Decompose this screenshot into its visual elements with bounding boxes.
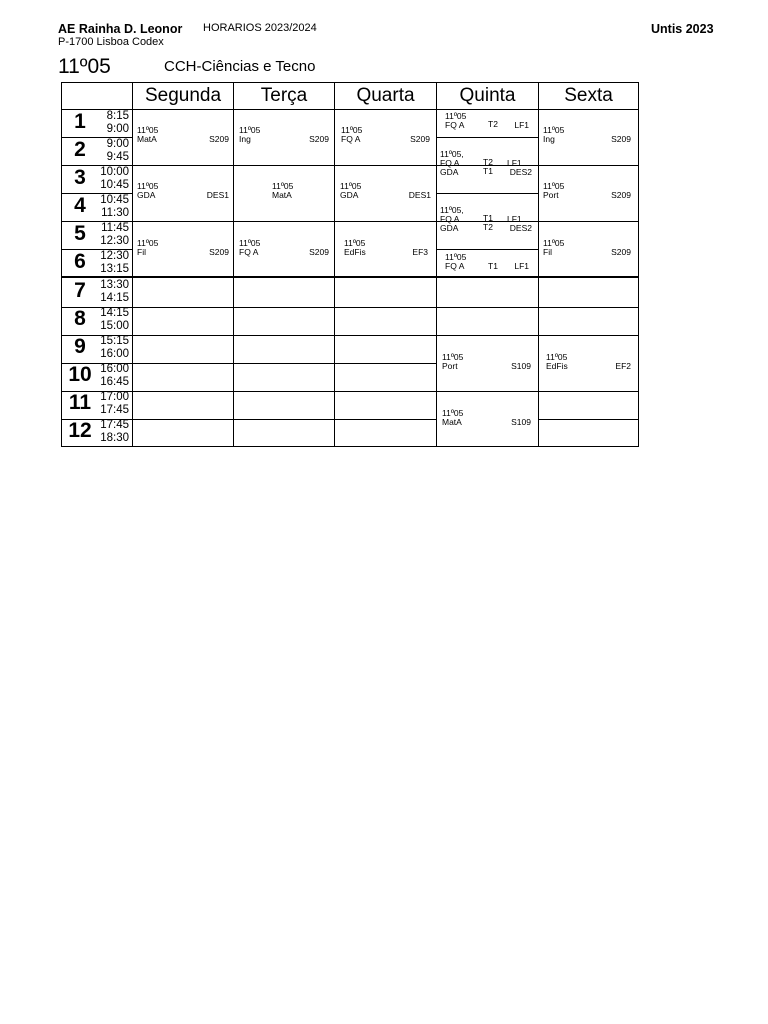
period-start: 9:00 [106, 138, 129, 150]
lesson-class: 11º05 [272, 181, 294, 191]
period-end: 11:30 [101, 207, 129, 219]
lesson-room: S209 [209, 247, 229, 257]
period-start: 11:45 [101, 222, 129, 234]
lesson-room: DES2 [509, 167, 532, 177]
lesson-room: S209 [309, 134, 329, 144]
period-end: 16:45 [100, 376, 129, 388]
period-number: 4 [74, 194, 86, 217]
day-header-terca: Terça [260, 85, 308, 106]
lesson-subject: GDA [440, 167, 459, 177]
lesson-room: S209 [611, 190, 631, 200]
lesson-class: 11º05 [239, 125, 261, 135]
lesson-subject: EdFis [546, 361, 568, 371]
period-number: 8 [74, 307, 86, 330]
lesson-class: 11º05 [239, 238, 261, 248]
period-number: 1 [74, 110, 86, 133]
lesson-subject: FQ A [239, 247, 259, 257]
lesson-class: 11º05 [442, 408, 464, 418]
school-name: AE Rainha D. Leonor [58, 22, 183, 36]
lesson-room: S209 [309, 247, 329, 257]
period-number: 2 [74, 138, 86, 161]
period-end: 17:45 [100, 404, 129, 416]
period-number: 12 [68, 419, 92, 442]
lesson-room: S209 [209, 134, 229, 144]
period-end: 14:15 [100, 292, 129, 304]
software-label: Untis 2023 [651, 22, 714, 36]
period-start: 17:45 [100, 419, 129, 431]
lesson-subject: EdFis [344, 247, 366, 257]
lesson-group: T2 [488, 119, 498, 129]
lesson-class: 11º05 [137, 238, 159, 248]
lesson-group: T2 [483, 157, 493, 167]
lesson-room: DES1 [408, 190, 431, 200]
period-end: 9:00 [106, 123, 129, 135]
period-end: 9:45 [106, 151, 129, 163]
period-end: 10:45 [100, 179, 129, 191]
lesson-room: DES2 [509, 223, 532, 233]
lesson-subject: FQ A [440, 214, 460, 224]
lesson-class: 11º05, [440, 149, 464, 159]
period-number: 7 [74, 279, 86, 302]
period-number: 11 [68, 391, 92, 414]
school-year-label: HORARIOS 2023/2024 [203, 22, 317, 34]
lesson-class: 11º05 [445, 111, 467, 121]
period-number: 10 [68, 363, 92, 386]
lesson-subject: Ing [239, 134, 251, 144]
lesson-room: EF3 [412, 247, 428, 257]
lesson-class: 11º05 [340, 181, 362, 191]
lesson-class: 11º05 [137, 125, 159, 135]
lesson-room: S209 [611, 247, 631, 257]
lesson-class: 11º05 [445, 252, 467, 262]
lesson-class: 11º05 [543, 125, 565, 135]
lesson-subject: MatA [137, 134, 157, 144]
period-number: 6 [74, 250, 86, 273]
period-start: 17:00 [100, 391, 129, 403]
lesson-room: S109 [511, 361, 531, 371]
lesson-subject: Fil [137, 247, 146, 257]
period-start: 10:45 [100, 194, 129, 206]
lesson-subject: Port [543, 190, 559, 200]
period-number: 9 [74, 335, 86, 358]
lesson-room: S209 [410, 134, 430, 144]
lesson-group: T1 [483, 166, 493, 176]
lesson-group: T1 [488, 261, 498, 271]
lesson-room: DES1 [206, 190, 229, 200]
period-start: 8:15 [106, 110, 129, 122]
lesson-class: 11º05 [137, 181, 159, 191]
period-start: 12:30 [100, 250, 129, 262]
lesson-class: 11º05, [440, 205, 464, 215]
lesson-subject: FQ A [440, 158, 460, 168]
lesson-subject: GDA [340, 190, 359, 200]
lesson-subject: FQ A [445, 261, 465, 271]
lesson-group: T1 [483, 213, 493, 223]
period-number: 3 [74, 166, 86, 189]
lesson-class: 11º05 [543, 238, 565, 248]
lesson-room: LF1 [514, 120, 529, 130]
lesson-room: S109 [511, 417, 531, 427]
lesson-room: EF2 [615, 361, 631, 371]
lesson-subject: Port [442, 361, 458, 371]
lesson-room: LF1 [507, 158, 522, 168]
timetable-grid [61, 82, 639, 447]
lesson-room: LF1 [507, 214, 522, 224]
lesson-room: LF1 [514, 261, 529, 271]
period-start: 13:30 [100, 279, 129, 291]
course-name: CCH-Ciências e Tecno [164, 58, 316, 75]
lesson-subject: GDA [440, 223, 459, 233]
lesson-class: 11º05 [341, 125, 363, 135]
period-start: 10:00 [100, 166, 129, 178]
lesson-group: T2 [483, 222, 493, 232]
lesson-room: S209 [611, 134, 631, 144]
lesson-subject: MatA [272, 190, 292, 200]
lesson-class: 11º05 [543, 181, 565, 191]
lesson-class: 11º05 [344, 238, 366, 248]
period-end: 13:15 [100, 263, 129, 275]
period-start: 16:00 [100, 363, 129, 375]
period-start: 15:15 [100, 335, 129, 347]
class-name: 11º05 [58, 55, 111, 78]
day-header-segunda: Segunda [144, 85, 222, 106]
lesson-subject: FQ A [445, 120, 465, 130]
lesson-class: 11º05 [546, 352, 568, 362]
lesson-subject: GDA [137, 190, 156, 200]
lesson-subject: Fil [543, 247, 552, 257]
period-end: 15:00 [100, 320, 129, 332]
period-end: 12:30 [100, 235, 129, 247]
day-header-sexta: Sexta [564, 85, 613, 106]
lesson-subject: Ing [543, 134, 555, 144]
period-number: 5 [74, 222, 86, 245]
period-end: 18:30 [100, 432, 129, 444]
school-address: P-1700 Lisboa Codex [58, 36, 164, 48]
lesson-class: 11º05 [442, 352, 464, 362]
lesson-subject: MatA [442, 417, 462, 427]
period-start: 14:15 [100, 307, 129, 319]
lesson-subject: FQ A [341, 134, 361, 144]
day-header-quinta: Quinta [459, 85, 516, 106]
period-end: 16:00 [100, 348, 129, 360]
day-header-quarta: Quarta [356, 85, 415, 106]
